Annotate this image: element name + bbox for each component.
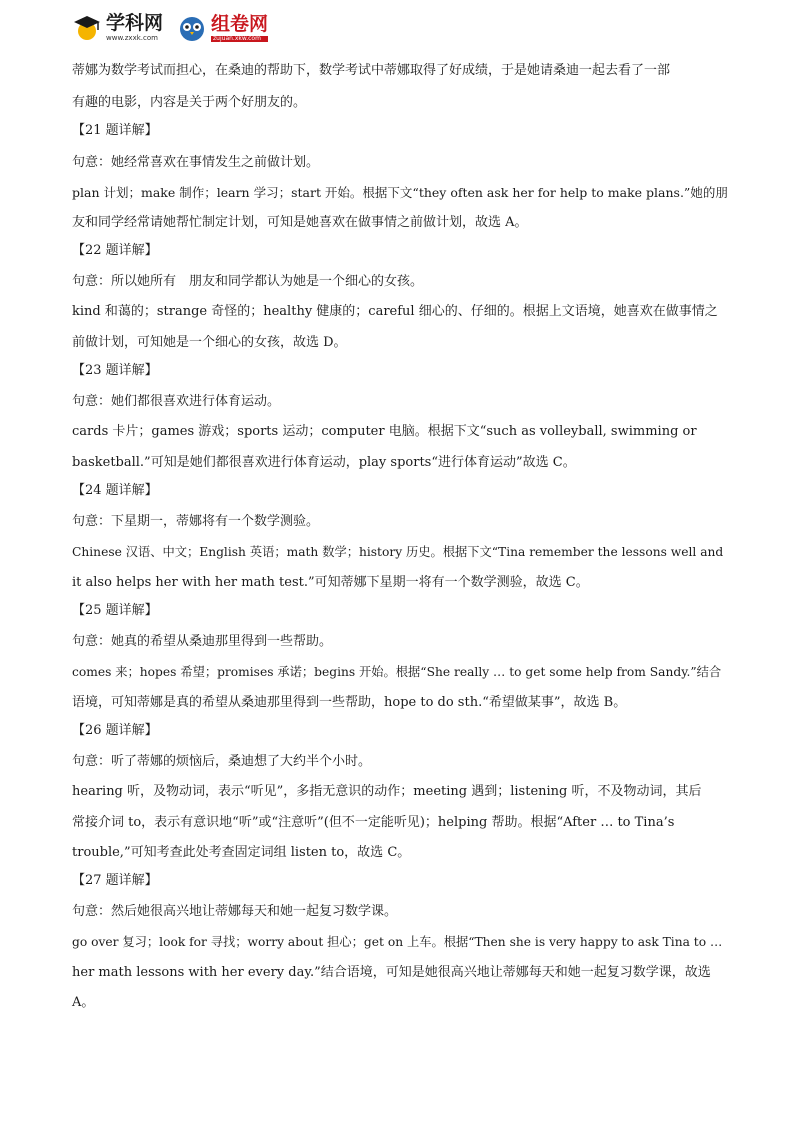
section-heading: 【24 题详解】 — [72, 483, 158, 498]
section-heading: 【26 题详解】 — [72, 723, 158, 738]
text-line: 前做计划，可知她是一个细心的女孩，故选 D。 — [72, 335, 347, 350]
text-line: her math lessons with her every day.”结合语境，可知是她很高兴地让蒂娜每天和她一起复习数学课，故选 — [72, 965, 711, 980]
text-line: 常接介词 to，表示有意识地“听”或“注意听”(但不一定能听见)；helping 帮助。根据“After … to Tina’s — [72, 815, 675, 830]
zujuan-logo — [177, 13, 268, 43]
section-heading: 【27 题详解】 — [72, 873, 158, 888]
text-line: basketball.”可知是她们都很喜欢进行体育运动，play sports“进行体育运动”故选 C。 — [72, 455, 576, 470]
text-line: plan 计划；make 制作；learn 学习；start 开始。根据下文“they often ask her for help to make plans.”她的朋 — [72, 185, 728, 200]
text-line: 有趣的电影，内容是关于两个好朋友的。 — [72, 95, 307, 110]
section-heading: 【21 题详解】 — [72, 123, 158, 138]
text-line: 句意：然后她很高兴地让蒂娜每天和她一起复习数学课。 — [72, 904, 398, 919]
page-header — [72, 8, 268, 48]
logo1-url: www.zxxk.com — [106, 34, 158, 42]
text-line: trouble,”可知考查此处考查固定词组 listen to，故选 C。 — [72, 845, 411, 860]
text-line: Chinese 汉语、中文；English 英语；math 数学；history 历史。根据下文“Tina remember the lessons well and — [72, 545, 724, 559]
text-line: cards 卡片；games 游戏；sports 运动；computer 电脑。根据下文“such as volleyball, swimming or — [72, 424, 697, 439]
zxxk-logo — [72, 13, 163, 43]
text-line: comes 来；hopes 希望；promises 承诺；begins 开始。根据“She really … to get some help from Sandy.”结合 — [72, 665, 722, 679]
text-line: it also helps her with her math test.”可知蒂娜下星期一将有一个数学测验，故选 C。 — [72, 575, 589, 590]
logo1-name: 学科网 — [106, 12, 164, 34]
section-heading: 【23 题详解】 — [72, 363, 158, 378]
owl-mascot-icon — [177, 13, 207, 43]
text-line: 句意：她们都很喜欢进行体育运动。 — [72, 394, 281, 409]
text-line: go over 复习；look for 寻找；worry about 担心；get on 上车。根据“Then she is very happy to ask Tina to … — [72, 935, 723, 949]
section-heading: 【22 题详解】 — [72, 243, 158, 258]
text-line: 句意：她经常喜欢在事情发生之前做计划。 — [72, 155, 320, 170]
text-line: 友和同学经常请她帮忙制定计划，可知是她喜欢在做事情之前做计划，故选 A。 — [72, 215, 528, 230]
text-line: 句意：听了蒂娜的烦恼后，桑迪想了大约半个小时。 — [72, 754, 372, 769]
section-heading: 【25 题详解】 — [72, 603, 158, 618]
text-line: kind 和蔼的；strange 奇怪的；healthy 健康的；careful 细心的、仔细的。根据上文语境，她喜欢在做事情之 — [72, 304, 718, 319]
text-line: 句意：下星期一，蒂娜将有一个数学测验。 — [72, 514, 320, 529]
text-line: 蒂娜为数学考试而担心，在桑迪的帮助下，数学考试中蒂娜取得了好成绩，于是她请桑迪一起去看了一部 — [72, 63, 671, 78]
logo2-name: 组卷网 — [211, 12, 269, 35]
graduation-cap-icon — [72, 13, 102, 43]
text-line: 句意：所以她所有 朋友和同学都认为她是一个细心的女孩。 — [72, 274, 424, 289]
text-line: hearing 听，及物动词，表示“听见”，多指无意识的动作；meeting 遇到；listening 听，不及物动词，其后 — [72, 784, 702, 799]
text-line: 句意：她真的希望从桑迪那里得到一些帮助。 — [72, 634, 333, 649]
logo2-url: zujuan.xkw.com — [211, 36, 268, 42]
text-line: 语境，可知蒂娜是真的希望从桑迪那里得到一些帮助，hope to do sth.“希望做某事”，故选 B。 — [72, 695, 627, 710]
text-line: A。 — [72, 995, 95, 1010]
